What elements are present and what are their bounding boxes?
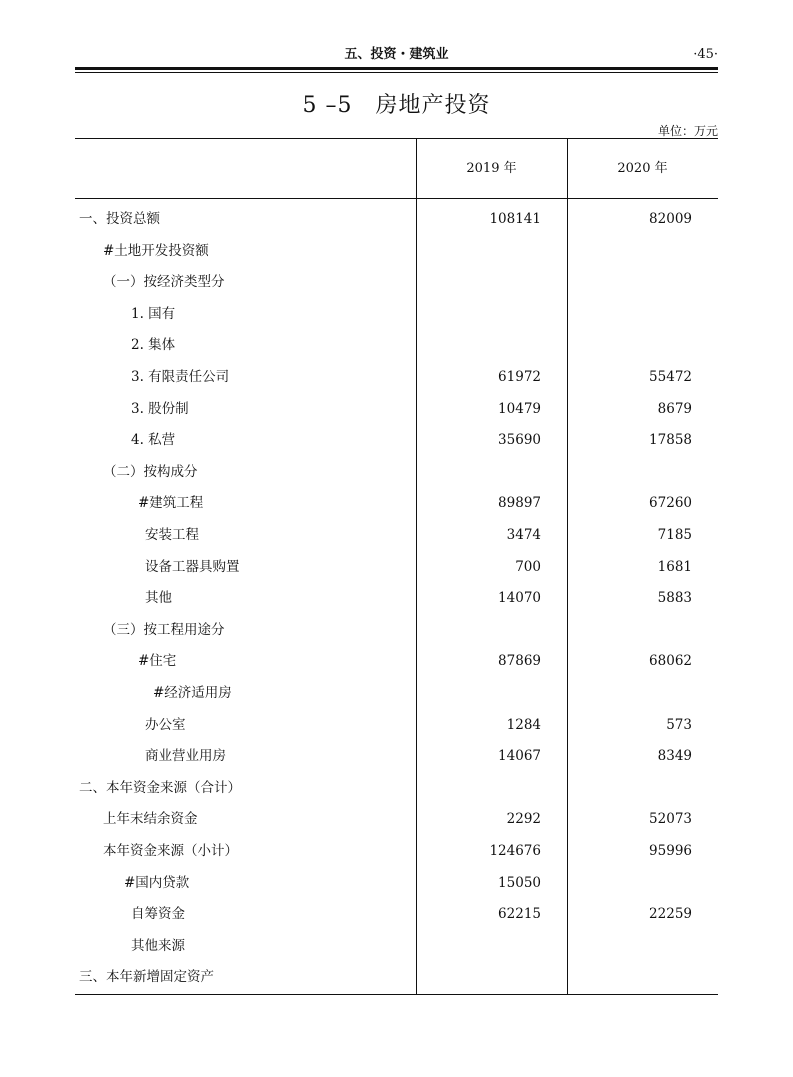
table-row (75, 678, 718, 710)
row-label: 其他 (145, 590, 172, 607)
row-label: 本年资金来源（小计） (103, 843, 238, 859)
unit-label: 单位：万元 (657, 124, 718, 138)
value-2020: 8679 (657, 400, 692, 417)
row-label: （一）按经济类型分 (103, 274, 225, 291)
row-label: 上年末结余资金 (103, 811, 198, 828)
value-2020: 7185 (657, 527, 692, 543)
row-label: 自筹资金 (131, 906, 185, 923)
value-2019: 89897 (498, 495, 541, 512)
table-row (75, 646, 718, 678)
table-row (75, 330, 718, 362)
running-head (75, 44, 718, 66)
row-label: 2. 集体 (131, 337, 176, 354)
value-2019: 3474 (506, 527, 541, 543)
value-2019: 108141 (489, 211, 541, 227)
value-2019: 87869 (498, 653, 541, 670)
header-rule-thin (75, 72, 718, 73)
data-table (75, 138, 718, 995)
row-label: （三）按工程用途分 (103, 621, 225, 638)
row-label: 3. 股份制 (131, 400, 189, 417)
value-2019: 10479 (498, 400, 541, 417)
page-number: ·45· (693, 47, 718, 62)
header-divider (75, 198, 718, 199)
value-2019: 2292 (506, 811, 541, 828)
value-2019: 62215 (498, 906, 541, 923)
column-header-2019: 2019 年 (466, 161, 517, 176)
row-label: 其他来源 (131, 937, 185, 954)
row-label: 办公室 (145, 716, 186, 733)
value-2020: 573 (666, 716, 692, 733)
value-2019: 61972 (498, 369, 541, 385)
column-header-2020: 2020 年 (617, 161, 668, 176)
row-label: #土地开发投资额 (103, 242, 209, 259)
row-label: #经济适用房 (153, 685, 232, 701)
table-title: 5 –5 房地产投资 (302, 93, 491, 118)
row-label: 二、本年资金来源（合计） (79, 779, 241, 796)
value-2020: 1681 (657, 558, 692, 575)
value-2019: 700 (515, 558, 541, 575)
value-2020: 55472 (649, 369, 692, 385)
row-label: 4. 私营 (131, 432, 176, 449)
table-row (75, 299, 718, 331)
value-2019: 14067 (498, 748, 541, 765)
table-row (75, 520, 718, 552)
value-2020: 17858 (649, 432, 692, 449)
table-row (75, 394, 718, 426)
table-row (75, 804, 718, 836)
row-label: 安装工程 (145, 527, 199, 543)
table-row (75, 236, 718, 268)
table-row (75, 488, 718, 520)
table-row (75, 615, 718, 647)
row-label: 3. 有限责任公司 (131, 369, 230, 385)
row-label: #建筑工程 (138, 495, 204, 512)
value-2020: 52073 (649, 811, 692, 828)
table-row (75, 267, 718, 299)
table-row (75, 741, 718, 773)
table-row (75, 931, 718, 963)
section-title: 五、投资・建筑业 (344, 47, 449, 62)
table-row (75, 710, 718, 742)
table-row (75, 583, 718, 615)
row-label: #住宅 (138, 653, 177, 670)
table-row (75, 425, 718, 457)
row-label: 商业营业用房 (145, 748, 226, 765)
row-label: #国内贷款 (124, 874, 190, 891)
value-2019: 35690 (498, 432, 541, 449)
table-row (75, 868, 718, 900)
value-2019: 1284 (506, 716, 541, 733)
row-label: 三、本年新增固定资产 (79, 969, 214, 986)
row-label: 一、投资总额 (79, 211, 160, 227)
row-label: （二）按构成分 (103, 463, 198, 480)
table-row (75, 962, 718, 994)
row-label: 设备工器具购置 (145, 558, 240, 575)
table-row (75, 552, 718, 584)
value-2020: 8349 (657, 748, 692, 765)
value-2020: 82009 (649, 211, 692, 227)
table-row (75, 773, 718, 805)
table-row (75, 836, 718, 868)
value-2019: 14070 (498, 590, 541, 607)
value-2020: 67260 (649, 495, 692, 512)
value-2020: 22259 (649, 906, 692, 923)
value-2020: 68062 (649, 653, 692, 670)
table-row (75, 899, 718, 931)
header-rule-thick (75, 67, 718, 70)
row-label: 1. 国有 (131, 305, 176, 322)
value-2020: 5883 (657, 590, 692, 607)
table-row (75, 457, 718, 489)
value-2019: 124676 (489, 843, 541, 859)
value-2019: 15050 (498, 874, 541, 891)
value-2020: 95996 (649, 843, 692, 859)
table-row (75, 204, 718, 236)
table-row (75, 362, 718, 394)
